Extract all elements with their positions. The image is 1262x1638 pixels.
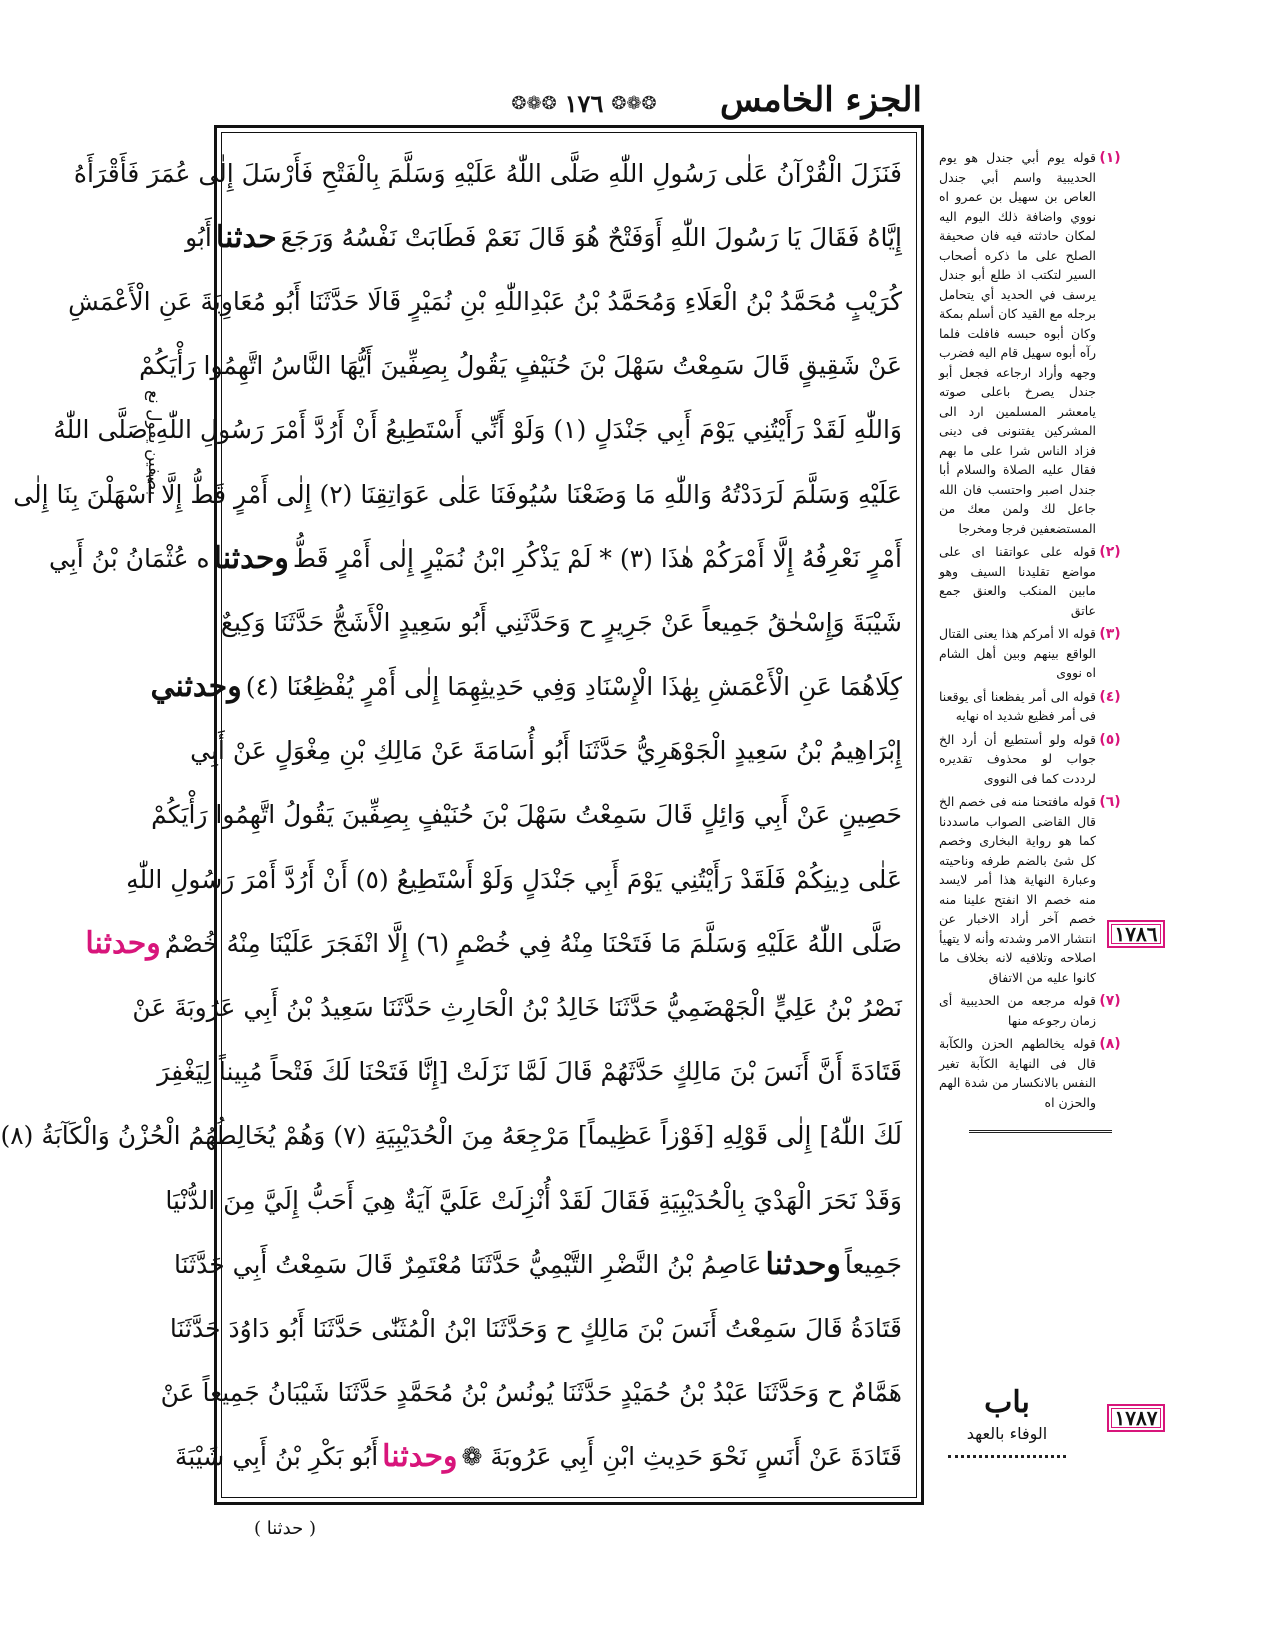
line-text: كِلَاهُمَا عَنِ الْأَعْمَشِ بِهٰذَا الْإِسْنَادِ وَفِي حَدِيثِهِمَا إِلٰى أَمْرٍ يُفْظِعُنَا (٤) xyxy=(245,672,902,702)
footnotes-divider xyxy=(969,1120,1112,1133)
chapter-bab: باب xyxy=(984,1385,1030,1420)
footnote xyxy=(939,148,1124,538)
line-text: صَلَّى اللّٰهُ عَلَيْهِ وَسَلَّمَ مَا فَتَحْنَا مِنْهُ فِي خُصْمٍ (٦) إِلَّا انْفَجَرَ عَلَيْنَا مِنْهُ خُصْمٌ xyxy=(164,928,902,958)
hadith-number: ١٧٨٦ xyxy=(1107,920,1165,948)
chapter-heading xyxy=(942,1385,1072,1458)
page-number-box xyxy=(504,86,664,120)
hadith-keyword: وحدثنا xyxy=(213,540,289,576)
text-line xyxy=(48,526,902,590)
text-line xyxy=(185,205,902,269)
margin-note: بصفين يقول نع xyxy=(144,390,164,496)
text-line xyxy=(160,1361,902,1425)
line-text-after: أَبُو xyxy=(185,222,212,252)
footnote xyxy=(939,542,1124,620)
text-line xyxy=(169,1296,902,1360)
footnote-number: (٧) xyxy=(1099,993,1121,1009)
footnote-number: (٦) xyxy=(1099,794,1121,810)
hadith-keyword: وحدثني xyxy=(150,669,242,705)
footnote-text: قوله مافتحنا منه فى خصم الخ قال القاضى الصواب ماسددنا كما هو رواية البخارى وخصم كل شئ بالضم طرفه وناحيته وعبارة النهاية هذا أمر لايسد منه خصم الا انفتح علينا منه خصم آخر أراد الاخبار عن انتشار الامر وشدته وأنه لا يتهيأ اصلاحه وتلافيه لانه بخلاف ما كانوا عليه من الاتفاق xyxy=(939,794,1096,985)
page-number: ١٧٦ xyxy=(564,88,604,118)
chapter-title: الوفاء بالعهد xyxy=(966,1424,1048,1443)
hadith-keyword: وحدثنا xyxy=(765,1246,841,1282)
line-text: قَتَادَةُ قَالَ سَمِعْتُ أَنَسَ بْنَ مَالِكٍ ح وَحَدَّثَنَا ابْنُ الْمُثَنّٰى حَدَّثَنَا أَبُو دَاوُدَ حَدَّثَنَا xyxy=(169,1313,902,1343)
line-text-after: ه عُثْمَانُ بْنُ أَبِي xyxy=(48,543,210,573)
hadith-number: ١٧٨٧ xyxy=(1107,1404,1165,1432)
line-text: أَمْرٍ نَعْرِفُهُ إِلَّا أَمْرَكُمْ هٰذَا (٣) * لَمْ يَذْكُرِ ابْنُ نُمَيْرٍ إِلٰى أَمْرٍ قَطُّ xyxy=(292,543,902,573)
footnote xyxy=(939,991,1124,1030)
text-line xyxy=(0,1104,902,1168)
line-text: لَكَ اللّٰهُ] إِلٰى قَوْلِهِ [فَوْزاً عَظِيماً] مَرْجِعَهُ مِنَ الْحُدَيْبِيَةِ (٧) وَهُمْ يُخَالِطُهُمُ الْحُزْنُ وَالْكَآبَةُ (٨) xyxy=(0,1121,902,1151)
line-text-after: أَبُو بَكْرِ بْنُ أَبِي شَيْبَةَ xyxy=(174,1442,379,1472)
footnote-number: (٤) xyxy=(1099,688,1121,705)
footnote-text: قوله الى أمر يفظعنا أى يوقعنا فى أمر فظيع شديد اه نهايه xyxy=(939,688,1096,723)
text-line xyxy=(68,269,902,333)
footnotes-column xyxy=(939,148,1124,1348)
text-line xyxy=(220,590,902,654)
line-text: قَتَادَةَ عَنْ أَنَسٍ نَحْوَ حَدِيثِ ابْنِ أَبِي عَرُوبَةَ ❁ xyxy=(461,1442,902,1472)
text-line xyxy=(132,975,902,1039)
text-line xyxy=(150,655,902,719)
footnote-number: (٥) xyxy=(1099,731,1121,748)
text-line xyxy=(139,334,902,398)
line-text: عَلٰى دِينِكُمْ فَلَقَدْ رَأَيْتُنِي يَوْمَ أَبِي جَنْدَلٍ وَلَوْ أَسْتَطِيعُ (٥) أَنْ أَرُدَّ أَمْرَ رَسُولِ اللّٰهِ xyxy=(126,864,902,894)
footnote xyxy=(939,624,1124,683)
line-text: عَنْ شَقِيقٍ قَالَ سَمِعْتُ سَهْلَ بْنَ حُنَيْفٍ يَقُولُ بِصِفِّينَ أَيُّهَا النَّاسُ اتَّهِمُوا رَأْيَكُمْ xyxy=(139,351,902,381)
text-line xyxy=(73,141,902,205)
footnote-text: قوله ولو أستطيع أن أرد الخ جواب لو محذوف تقديره لرددت كما فى النووى xyxy=(939,731,1096,786)
line-text: نَصْرُ بْنُ عَلِيٍّ الْجَهْضَمِيُّ حَدَّثَنَا خَالِدُ بْنُ الْحَارِثِ حَدَّثَنَا سَعِيدُ بْنُ أَبِي عَرُوبَةَ عَنْ xyxy=(132,993,902,1023)
line-text: كُرَيْبٍ مُحَمَّدُ بْنُ الْعَلَاءِ وَمُحَمَّدُ بْنُ عَبْدِاللّٰهِ بْنِ نُمَيْرٍ قَالَا حَدَّثَنَا أَبُو مُعَاوِيَةَ عَنِ الْأَعْمَشِ xyxy=(68,286,902,316)
text-line xyxy=(173,1232,902,1296)
line-text: هَمَّامٌ ح وَحَدَّثَنَا عَبْدُ بْنُ حُمَيْدٍ حَدَّثَنَا يُونُسُ بْنُ مُحَمَّدٍ حَدَّثَنَا شَيْبَانُ جَمِيعاً عَنْ xyxy=(160,1378,902,1408)
text-line xyxy=(157,1040,902,1104)
footnote-text: قوله على عواتقنا اى على مواضع تقليدنا السيف وهو مابين المنكب والعنق جمع عاتق xyxy=(939,544,1096,618)
footnote-number: (١) xyxy=(1099,150,1121,166)
page-header-title: الجزء الخامس xyxy=(719,80,922,120)
ornament-icon: ❂❁❂ xyxy=(611,92,657,114)
footnote-text: قوله الا أمركم هذا يعنى القتال الواقع بينهم وبين أهل الشام اه نووى xyxy=(939,626,1096,680)
line-text-after: عَاصِمُ بْنُ النَّضْرِ التَّيْمِيُّ حَدَّثَنَا مُعْتَمِرٌ قَالَ سَمِعْتُ أَبِي حَدَّثَنَا xyxy=(173,1249,762,1279)
text-line xyxy=(13,462,902,526)
text-line xyxy=(190,719,902,783)
footnote-number: (٨) xyxy=(1099,1036,1121,1052)
line-text: إِيَّاهُ فَقَالَ يَا رَسُولَ اللّٰهِ أَوَفَتْحٌ هُوَ قَالَ نَعَمْ فَطَابَتْ نَفْسُهُ وَرَجَعَ xyxy=(280,222,902,252)
footnote xyxy=(939,792,1124,987)
chapter-divider xyxy=(948,1449,1066,1458)
line-text: شَيْبَةَ وَإِسْحٰقُ جَمِيعاً عَنْ جَرِيرٍ ح وَحَدَّثَنِي أَبُو سَعِيدٍ الْأَشَجُّ حَدَّثَنَا وَكِيعٌ xyxy=(220,607,902,637)
footnote-number: (٣) xyxy=(1099,626,1121,642)
text-line xyxy=(151,783,902,847)
hadith-keyword: حدثنا xyxy=(215,219,277,255)
line-text: حَصِينٍ عَنْ أَبِي وَائِلٍ قَالَ سَمِعْتُ سَهْلَ بْنَ حُنَيْفٍ بِصِفِّينَ يَقُولُ اتَّهِمُوا رَأْيَكُمْ xyxy=(151,800,902,830)
line-text: إِبْرَاهِيمُ بْنُ سَعِيدٍ الْجَوْهَرِيُّ حَدَّثَنَا أَبُو أُسَامَةَ عَنْ مَالِكِ بْنِ مِغْوَلٍ عَنْ أَبِي xyxy=(190,736,902,766)
line-text: قَتَادَةَ أَنَّ أَنَسَ بْنَ مَالِكٍ حَدَّثَهُمْ قَالَ لَمَّا نَزَلَتْ [إِنَّا فَتَحْنَا لَكَ فَتْحاً مُبِيناً لِيَغْفِرَ xyxy=(157,1057,902,1087)
line-text: جَمِيعاً xyxy=(844,1249,902,1279)
footnote xyxy=(939,730,1124,789)
line-text: وَقَدْ نَحَرَ الْهَدْيَ بِالْحُدَيْبِيَةِ فَقَالَ لَقَدْ أُنْزِلَتْ عَلَيَّ آيَةٌ هِيَ أَحَبُّ إِلَيَّ مِنَ الدُّنْيَا xyxy=(165,1185,902,1215)
line-text: عَلَيْهِ وَسَلَّمَ لَرَدَدْتُهُ وَاللّٰهِ مَا وَضَعْنَا سُيُوفَنَا عَلٰى عَوَاتِقِنَا (٢) إِلٰى أَمْرٍ قَطُّ إِلَّا أَسْهَلْنَ بِنَا إِلٰى xyxy=(13,479,902,509)
footnote-text: قوله مرجعه من الحديبية أى زمان رجوعه منها xyxy=(939,993,1096,1028)
ornament-icon: ❂❁❂ xyxy=(511,92,557,114)
catchword: ( حدثنا ) xyxy=(254,1518,316,1539)
footnote xyxy=(939,687,1124,726)
text-line xyxy=(174,1425,902,1489)
footnote-number: (٢) xyxy=(1099,544,1121,560)
footnote-text: قوله يخالطهم الحزن والكآبة قال فى النهاية الكآبة تغير النفس بالانكسار من شدة الهم والحزن اه xyxy=(939,1036,1096,1110)
hadith-keyword: وحدثنا xyxy=(85,925,161,961)
footnote-text: قوله يوم أبي جندل هو يوم الحديبية واسم أبي جندل العاص بن سهيل بن عمرو اه نووي واضافة ذلك اليوم اليه لمكان حادثته فيه فان صحيفة الصلح على ما ذكره أصحاب السير لتكتب اذ طلع أبو جندل يرسف في الحديد أي يتحامل برجله مع القيد كان أسلم بمكة وكان أبوه حبسه فافلت فلما رآه أبوه سهيل قام اليه فضرب وجهه وأراد ارجاعه فجعل أبو جندل يصرخ باعلى صوته يامعشر المسلمين ارد الى المشركين يفتنونى فى دينى فزاد الناس شرا على ما بهم فقال عليه الصلاة والسلام أبا جندل اصبر واحتسب فان الله جاعل لك ولمن معك من المستضعفين فرجا ومخرجا xyxy=(939,150,1096,536)
footnote xyxy=(939,1034,1124,1112)
text-line xyxy=(126,847,902,911)
line-text: وَاللّٰهِ لَقَدْ رَأَيْتُنِي يَوْمَ أَبِي جَنْدَلٍ (١) وَلَوْ أَنِّي أَسْتَطِيعُ أَنْ أَرُدَّ أَمْرَ رَسُولِ اللّٰهِ صَلَّى اللّٰهُ xyxy=(53,415,902,445)
hadith-keyword: وحدثنا xyxy=(382,1439,458,1475)
text-line xyxy=(85,911,902,975)
text-line xyxy=(165,1168,902,1232)
line-text: فَنَزَلَ الْقُرْآنُ عَلٰى رَسُولِ اللّٰهِ صَلَّى اللّٰهُ عَلَيْهِ وَسَلَّمَ بِالْفَتْحِ فَأَرْسَلَ إِلٰى عُمَرَ فَأَقْرَأَهُ xyxy=(73,158,902,188)
